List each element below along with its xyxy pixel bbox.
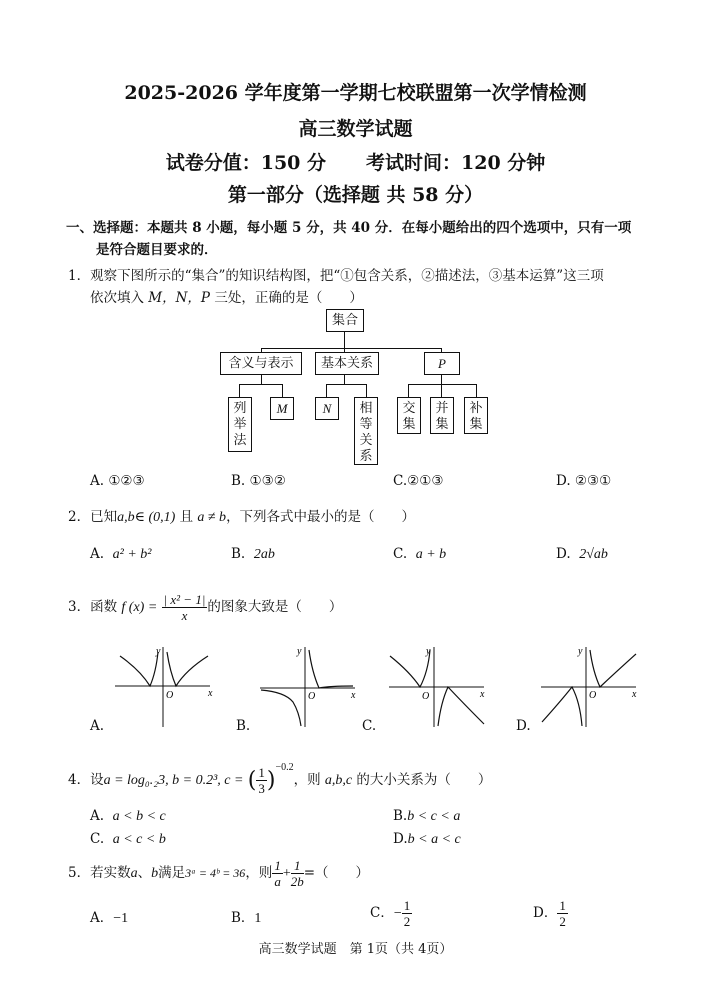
q5-option-d[interactable]: D． $\frac{1}{2}$: [533, 898, 566, 929]
q3-graph-d[interactable]: [536, 642, 646, 732]
diagram-node-root: 集合: [326, 309, 364, 332]
q3-label-b[interactable]: B.: [236, 718, 251, 734]
diagram-leaf-union: 并 集: [430, 397, 454, 434]
q5-option-b[interactable]: B．1: [231, 910, 262, 926]
q4-option-b[interactable]: B.b < c < a: [393, 808, 461, 824]
exam-subtitle: 高三数学试题: [298, 118, 413, 140]
exam-meta: [0, 148, 711, 175]
y-axis-label: y: [156, 646, 161, 657]
q3-text: 3．函数 f (x) = $\frac{\text{| x² − 1|}}{x}$ 的图象大致是（ ）: [68, 592, 343, 623]
q4-option-c[interactable]: C. a < c < b: [90, 831, 166, 847]
x-axis-label: x: [208, 688, 213, 699]
q1-option-d[interactable]: D. ②③①: [556, 473, 612, 489]
diagram-leaf-complement: 补 集: [464, 397, 488, 434]
origin-label: O: [166, 690, 174, 701]
q1-option-b[interactable]: B. ①③②: [231, 473, 286, 489]
q4-text: 4．设a = log₀.₂3, b = 0.2³, c = ( $\frac{1}{3}$ )$^{-0.2}$，则 a,b,c 的大小关系为（ ）: [68, 762, 492, 796]
diagram-node-p: P: [424, 352, 460, 375]
svg-text:x: x: [351, 690, 356, 701]
svg-text:x: x: [632, 689, 637, 700]
q1-text-line2: 依次填入 M，N，P 三处，正确的是（ ）: [90, 290, 363, 306]
q2-option-b[interactable]: B. 2ab: [231, 546, 275, 562]
section-instruction-line1: 一、选择题：本题共 8 小题，每小题 5 分，共 40 分．在每小题给出的四个选项中，只有一项: [66, 220, 632, 236]
time-label: 考试时间：120 分钟: [366, 152, 546, 174]
q3-graph-b[interactable]: [255, 642, 365, 732]
svg-text:O: O: [308, 691, 316, 702]
svg-text:y: y: [578, 646, 583, 657]
q2-option-c[interactable]: C. a + b: [393, 546, 447, 562]
q3-graph-c[interactable]: [384, 642, 494, 732]
section-instruction-line2: 是符合题目要求的．: [96, 242, 218, 258]
q1-option-a[interactable]: A. ①②③: [90, 473, 145, 489]
svg-text:x: x: [480, 689, 485, 700]
q5-text: 5．若实数a、b满足3ᵃ = 4ᵇ = 36，则 $\frac{1}{a}$ + $\frac{1}{2b}$ =（ ）: [68, 858, 370, 889]
q3-graph-a[interactable]: [110, 642, 220, 732]
q5-option-a[interactable]: A．−1: [90, 910, 129, 926]
score-label: 试卷分值：150 分: [165, 152, 326, 174]
svg-text:O: O: [422, 691, 430, 702]
q3-label-a[interactable]: A.: [90, 718, 105, 734]
page-footer: 高三数学试题 第 1页（共 4页）: [258, 942, 453, 957]
exam-title: 2025-2026 学年度第一学期七校联盟第一次学情检测: [124, 82, 587, 104]
q2-option-a[interactable]: A. a² + b²: [90, 546, 152, 562]
svg-text:y: y: [297, 646, 302, 657]
q4-option-a[interactable]: A. a < b < c: [90, 808, 166, 824]
q1-text-line1: 1．观察下图所示的“集合”的知识结构图，把“①包含关系，②描述法，③基本运算”这三项: [68, 268, 604, 284]
q5-option-c[interactable]: C．− $\frac{1}{2}$: [370, 898, 411, 929]
q3-label-c[interactable]: C.: [362, 718, 377, 734]
svg-text:y: y: [426, 646, 431, 657]
diagram-leaf-list: 列 举 法: [228, 397, 252, 452]
q2-text: 2．已知a,b∈ (0,1) 且 a ≠ b，下列各式中最小的是（ ）: [68, 509, 416, 525]
diagram-node-meaning: 含义与表示: [220, 352, 302, 375]
svg-text:O: O: [589, 690, 597, 701]
diagram-leaf-intersection: 交 集: [397, 397, 421, 434]
q4-option-d[interactable]: D.b < a < c: [393, 831, 461, 847]
diagram-leaf-m: M: [270, 397, 294, 420]
part-title: 第一部分（选择题 共 58 分）: [227, 184, 484, 206]
diagram-node-relation: 基本关系: [315, 352, 379, 375]
q3-label-d[interactable]: D.: [516, 718, 531, 734]
diagram-leaf-equal: 相 等 关 系: [354, 397, 378, 465]
q2-option-d[interactable]: D. 2√ab: [556, 546, 608, 562]
diagram-leaf-n: N: [315, 397, 339, 420]
q1-option-c[interactable]: C.②①③: [393, 473, 444, 489]
